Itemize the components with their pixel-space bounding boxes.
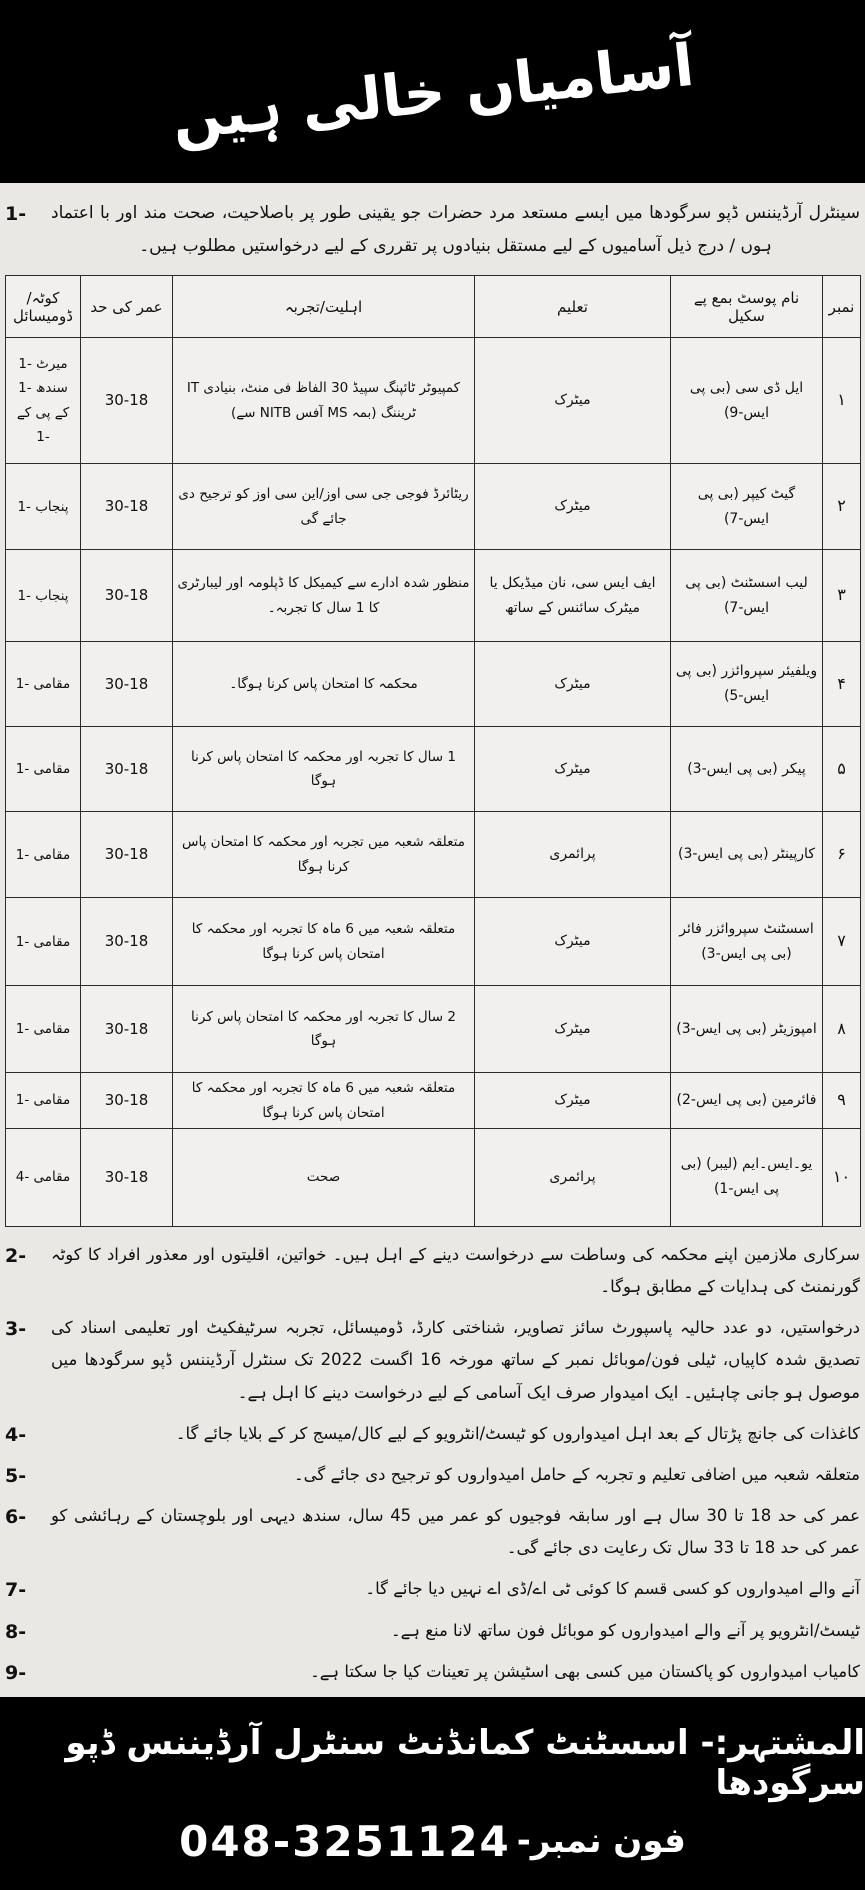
cell-number: ۱۰ [823,1128,861,1226]
cell-post: امپوزیٹر (بی پی ایس-3) [671,986,823,1073]
cell-education: ایف ایس سی، نان میڈیکل یا میٹرک سائنس کے ساتھ [475,550,671,642]
cell-quota: مقامی -1 [6,1073,81,1129]
note-item [5,1615,860,1647]
table-row [6,898,861,986]
phone-line [179,1817,686,1866]
intro-point-number: 1- [5,203,27,225]
ad-title: آسامیاں خالی ہیں [168,30,697,153]
cell-eligibility: 2 سال کا تجربہ اور محکمہ کا امتحان پاس کرنا ہوگا [173,986,475,1073]
note-number: 5- [5,1464,27,1487]
cell-eligibility: محکمہ کا امتحان پاس کرنا ہوگا۔ [173,642,475,727]
cell-quota: مقامی -1 [6,812,81,898]
intro-point-text: سینٹرل آرڈیننس ڈپو سرگودھا میں ایسے مستعد مرد حضرات جو یقینی طور پر باصلاحیت، صحت مند اور با اعتماد ہوں / درج ذیل آسامیوں کے لیے مستقل بنیادوں پر تقرری کے لیے درخواستیں مطلوب ہیں۔ [51,203,860,257]
cell-number: ۷ [823,898,861,986]
note-item [5,1573,860,1605]
vacancy-table [5,275,861,1227]
advertiser-line: المشتہر:- اسسٹنٹ کمانڈنٹ سنٹرل آرڈیننس ڈپو سرگودھا [65,1722,865,1803]
cell-quota: پنجاب -1 [6,550,81,642]
cell-number: ۹ [823,1073,861,1129]
table-row [6,812,861,898]
cell-quota: مقامی -4 [6,1128,81,1226]
cell-eligibility: ریٹائرڈ فوجی جی سی اوز/این سی اوز کو ترجیح دی جائے گی [173,464,475,550]
cell-education: میٹرک [475,642,671,727]
table-row [6,550,861,642]
cell-number: ۸ [823,986,861,1073]
cell-age-limit: 30-18 [81,642,173,727]
table-row [6,986,861,1073]
cell-eligibility: صحت [173,1128,475,1226]
cell-number: ۶ [823,812,861,898]
intro-point [5,197,860,263]
cell-education: پرائمری [475,812,671,898]
note-number: 8- [5,1620,27,1643]
cell-post: کارپینٹر (بی پی ایس-3) [671,812,823,898]
cell-age-limit: 30-18 [81,986,173,1073]
cell-age-limit: 30-18 [81,727,173,812]
note-item [5,1418,860,1450]
cell-age-limit: 30-18 [81,898,173,986]
header-education: تعلیم [475,276,671,338]
note-item [5,1656,860,1688]
note-number: 9- [5,1661,27,1684]
cell-eligibility: متعلقہ شعبہ میں 6 ماہ کا تجربہ اور محکمہ کا امتحان پاس کرنا ہوگا [173,898,475,986]
note-item [5,1500,860,1564]
cell-age-limit: 30-18 [81,338,173,464]
note-text: متعلقہ شعبہ میں اضافی تعلیم و تجربہ کے حامل امیدواروں کو ترجیح دی جائے گی۔ [294,1464,860,1484]
advertiser-banner [0,1697,865,1890]
cell-number: ۲ [823,464,861,550]
cell-quota: مقامی -1 [6,727,81,812]
cell-education: میٹرک [475,464,671,550]
table-row [6,464,861,550]
cell-age-limit: 30-18 [81,1073,173,1129]
cell-education: میٹرک [475,986,671,1073]
cell-quota: مقامی -1 [6,898,81,986]
header-eligibility: اہلیت/تجربہ [173,276,475,338]
note-text: عمر کی حد 18 تا 30 سال ہے اور سابقہ فوجیوں کو عمر میں 45 سال، سندھ دیہی اور بلوچستان کے رہائشی کو عمر کی حد 18 تا 33 سال تک رعایت دی جائے گی۔ [51,1506,860,1558]
cell-age-limit: 30-18 [81,1128,173,1226]
cell-post: ویلفیئر سپروائزر (بی پی ایس-5) [671,642,823,727]
note-number: 6- [5,1506,27,1529]
cell-age-limit: 30-18 [81,812,173,898]
cell-number: ۱ [823,338,861,464]
note-text: آنے والے امیدواروں کو کسی قسم کا کوئی ٹی اے/ڈی اے نہیں دیا جائے گا۔ [365,1579,860,1599]
header-post: نام پوسٹ بمع پے سکیل [671,276,823,338]
cell-age-limit: 30-18 [81,550,173,642]
cell-post: پیکر (بی پی ایس-3) [671,727,823,812]
note-text: ٹیسٹ/انٹرویو پر آنے والے امیدواروں کو موبائل فون ساتھ لانا منع ہے۔ [390,1620,860,1640]
cell-eligibility: منظور شدہ ادارے سے کیمیکل کا ڈپلومہ اور لیبارٹری کا 1 سال کا تجربہ۔ [173,550,475,642]
cell-post: ایل ڈی سی (بی پی ایس-9) [671,338,823,464]
cell-eligibility: متعلقہ شعبہ میں تجربہ اور محکمہ کا امتحان پاس کرنا ہوگا [173,812,475,898]
note-number: 3- [5,1318,27,1341]
cell-number: ۳ [823,550,861,642]
note-item [5,1459,860,1491]
cell-education: پرائمری [475,1128,671,1226]
cell-age-limit: 30-18 [81,464,173,550]
note-number: 4- [5,1423,27,1446]
cell-quota: مقامی -1 [6,642,81,727]
cell-number: ۵ [823,727,861,812]
cell-number: ۴ [823,642,861,727]
table-row [6,338,861,464]
note-number: 7- [5,1579,27,1602]
cell-education: میٹرک [475,898,671,986]
table-row [6,727,861,812]
cell-quota: مقامی -1 [6,986,81,1073]
note-item [5,1239,860,1303]
cell-education: میٹرک [475,338,671,464]
cell-quota: میرٹ -1 سندھ -1 کے پی کے -1 [6,338,81,464]
ad-content [0,183,865,1697]
cell-eligibility: کمپیوٹر ٹائپنگ سپیڈ 30 الفاظ فی منٹ، بنیادی IT ٹریننگ (بمہ MS آفس NITB سے) [173,338,475,464]
header-age-limit: عمر کی حد [81,276,173,338]
note-text: کاغذات کی جانچ پڑتال کے بعد اہل امیدواروں کو ٹیسٹ/انٹرویو کے لیے کال/میسج کر کے بلایا جائے گا۔ [175,1423,860,1443]
note-text: کامیاب امیدواروں کو پاکستان میں کسی بھی اسٹیشن پر تعینات کیا جا سکتا ہے۔ [310,1661,860,1681]
note-text: درخواستیں، دو عدد حالیہ پاسپورٹ سائز تصاویر، شناختی کارڈ، ڈومیسائل، تجربہ سرٹیفکیٹ اور تعلیمی اسناد کی تصدیق شدہ کاپیاں، ٹیلی فون/موبائل نمبر کے ساتھ مورخہ 16 اگست 2022 تک سنٹرل آرڈیننس ڈپو سرگودھا میں موصول ہو جانی چاہئیں۔ ایک امیدوار صرف ایک آسامی کے لیے درخواست دینے کا اہل ہے۔ [51,1318,860,1402]
cell-post: گیٹ کیپر (بی پی ایس-7) [671,464,823,550]
header-number: نمبر [823,276,861,338]
header-quota-domicile: کوٹہ/ڈومیسائل [6,276,81,338]
cell-eligibility: متعلقہ شعبہ میں 6 ماہ کا تجربہ اور محکمہ کا امتحان پاس کرنا ہوگا [173,1073,475,1129]
conditions-list [5,1239,860,1688]
table-row [6,1073,861,1129]
cell-post: فائرمین (بی پی ایس-2) [671,1073,823,1129]
cell-post: لیب اسسٹنٹ (بی پی ایس-7) [671,550,823,642]
phone-label: فون نمبر- [516,1821,686,1861]
table-header-row [6,276,861,338]
title-banner [0,0,865,183]
cell-education: میٹرک [475,727,671,812]
cell-post: اسسٹنٹ سپروائزر فائر (بی پی ایس-3) [671,898,823,986]
cell-eligibility: 1 سال کا تجربہ اور محکمہ کا امتحان پاس کرنا ہوگا [173,727,475,812]
note-text: سرکاری ملازمین اپنے محکمہ کی وساطت سے درخواست دینے کے اہل ہیں۔ خواتین، اقلیتوں اور معذور افراد کا کوٹہ گورنمنٹ کی ہدایات کے مطابق ہوگا۔ [51,1244,860,1297]
note-item [5,1312,860,1409]
cell-quota: پنجاب -1 [6,464,81,550]
phone-number: 048-3251124 [179,1816,511,1866]
note-number: 2- [5,1244,27,1267]
cell-education: میٹرک [475,1073,671,1129]
cell-post: یو۔ایس۔ایم (لیبر) (بی پی ایس-1) [671,1128,823,1226]
table-row [6,1128,861,1226]
table-row [6,642,861,727]
